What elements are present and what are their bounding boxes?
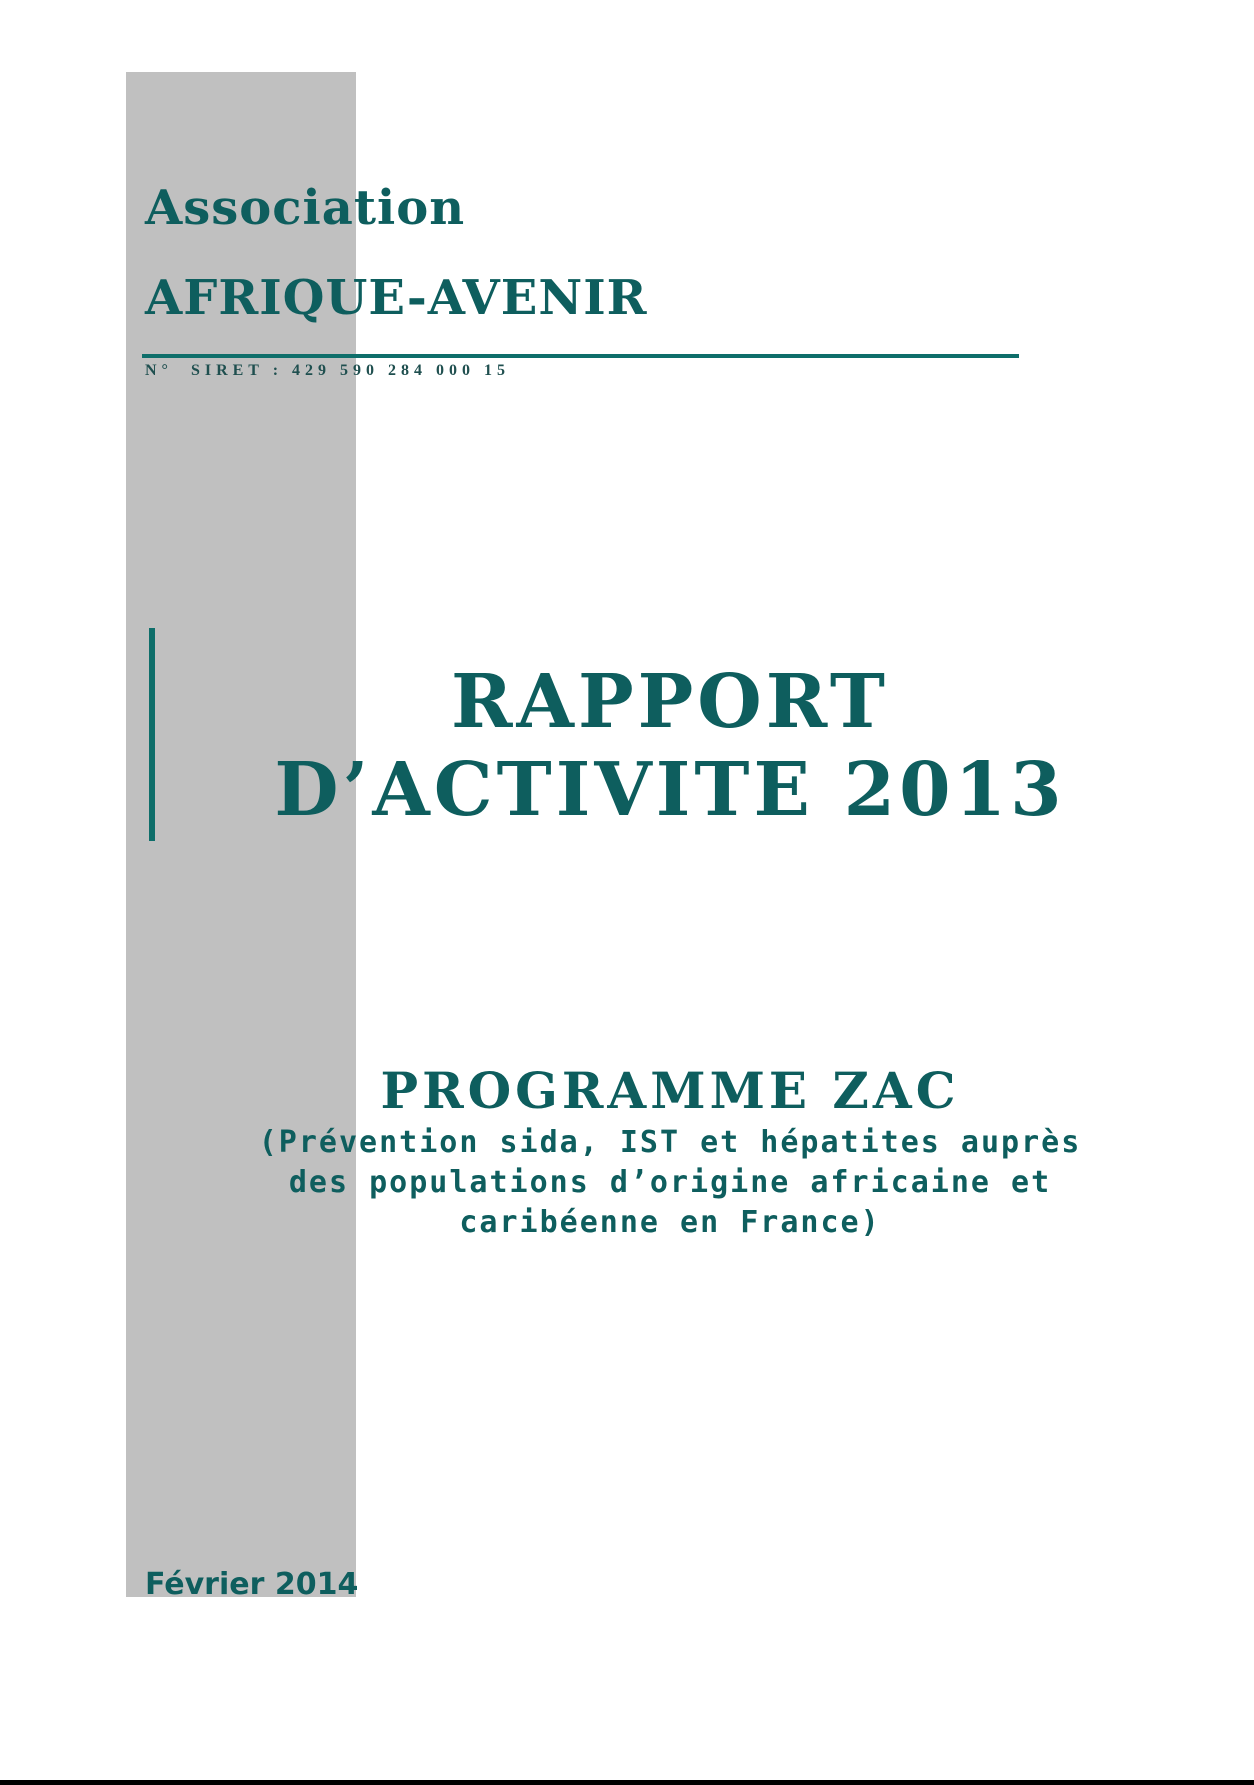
header-divider (142, 354, 1019, 358)
program-description-line-3: caribéenne en France) (459, 1205, 881, 1240)
publication-date: Février 2014 (145, 1567, 359, 1602)
siret-number: N° SIRET : 429 590 284 000 15 (145, 362, 511, 379)
program-description-line-2: des populations d’origine africaine et (288, 1165, 1052, 1200)
organization-name: Association (145, 180, 466, 236)
report-title-line-1: RAPPORT (451, 659, 889, 745)
organization-subname: AFRIQUE-AVENIR (145, 270, 648, 326)
program-description-line-1: (Prévention sida, IST et hépatites auprès (258, 1125, 1082, 1160)
program-name: PROGRAMME ZAC (380, 1061, 960, 1120)
report-title-line-2: D’ACTIVITE 2013 (274, 747, 1066, 833)
page-bottom-border (0, 1780, 1254, 1785)
